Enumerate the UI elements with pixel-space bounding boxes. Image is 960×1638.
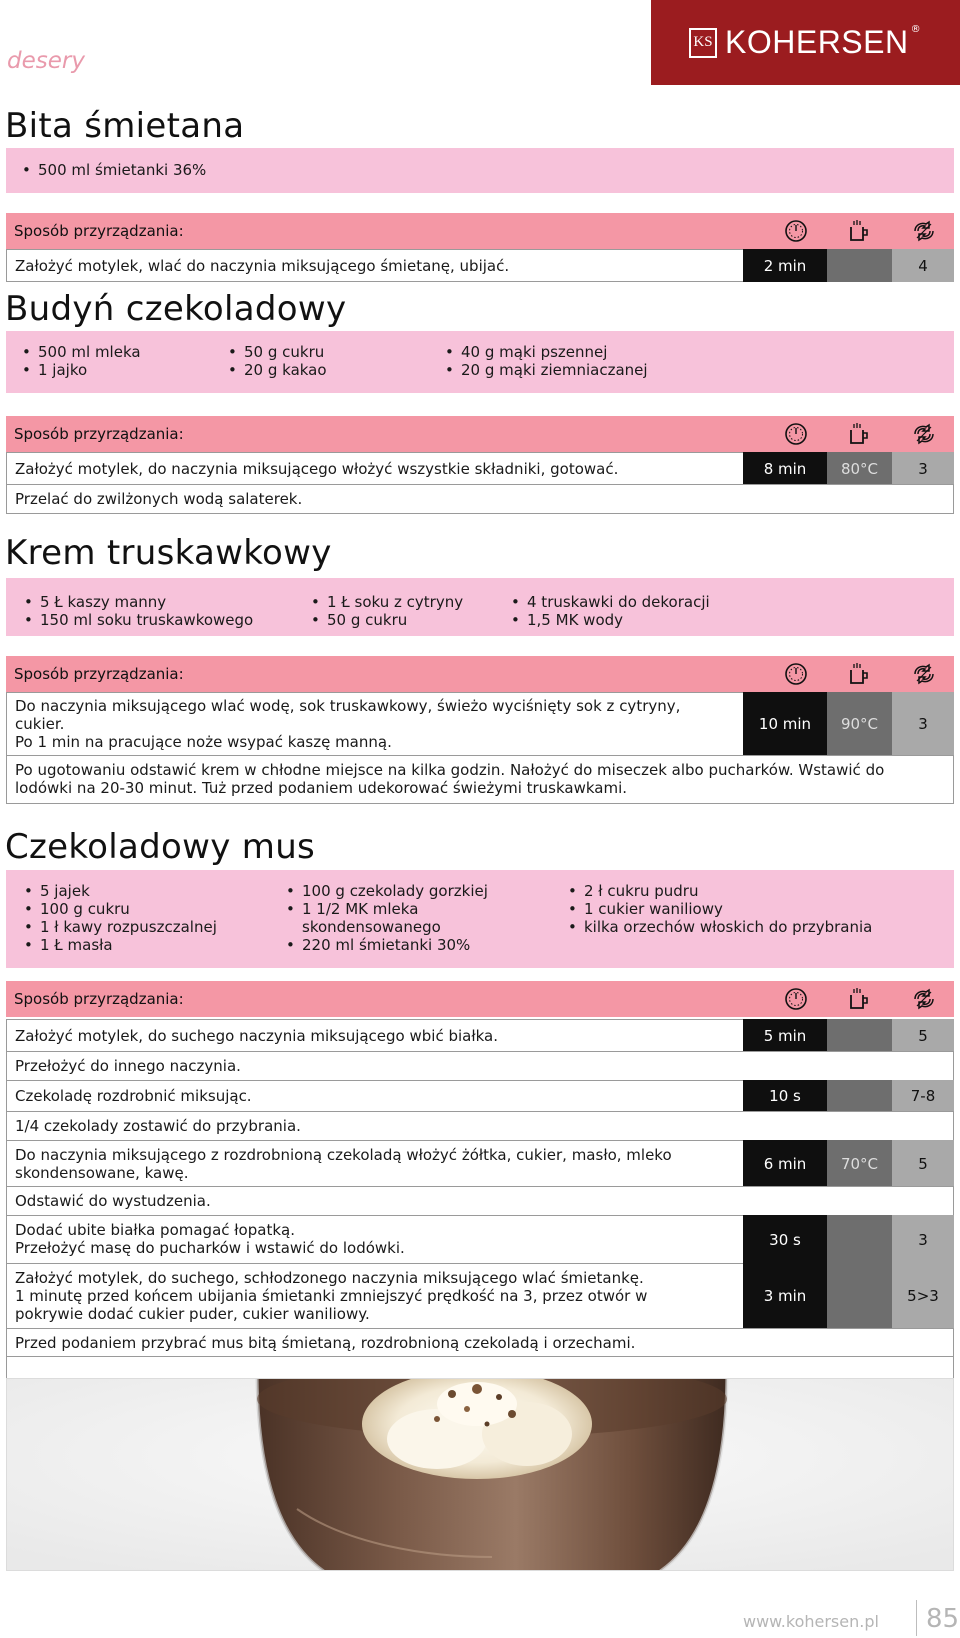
ingredient-item: • 150 ml soku truskawkowego — [24, 611, 311, 629]
temperature-cell — [827, 1263, 892, 1329]
brand-mark: KS — [689, 28, 717, 58]
ingredients-column — [24, 882, 286, 968]
step-text: Przełożyć do innego naczynia. — [15, 1057, 241, 1075]
step-text: Przelać do zwilżonych wodą salaterek. — [15, 490, 303, 508]
step-row — [6, 1080, 954, 1112]
recipe-krem-truskawkowy — [0, 531, 960, 636]
speed-cell: 3 — [892, 1215, 954, 1264]
ingredients-column — [568, 882, 872, 968]
rotation-speed-icon — [911, 218, 937, 244]
temperature-cell: 80°C — [827, 452, 892, 485]
ingredient-item: • 5 Ł kaszy manny — [24, 593, 311, 611]
temperature-cell — [827, 1080, 892, 1112]
ingredient-item: • 50 g cukru — [311, 611, 511, 629]
step-row — [6, 452, 954, 485]
ingredients-box — [6, 578, 954, 636]
brand-name: KOHERSEN — [725, 24, 909, 60]
page-number: 85 — [926, 1604, 960, 1634]
chocolate-mousse-image — [7, 1379, 954, 1571]
ingredient-item: • 1 jajko — [22, 361, 228, 379]
ingredient-item: • 2 ł cukru pudru — [568, 882, 872, 900]
time-cell: 10 min — [743, 692, 827, 756]
ingredient-item: • kilka orzechów włoskich do przybrania — [568, 918, 872, 936]
speed-cell: 5>3 — [892, 1263, 954, 1329]
speed-cell: 3 — [892, 452, 954, 485]
step-row — [6, 1263, 954, 1329]
step-text: Dodać ubite białka pomagać łopatką. Przełożyć masę do pucharków i wstawić do lodówki. — [15, 1221, 405, 1257]
ingredient-item: • 20 g mąki ziemniaczanej — [445, 361, 648, 379]
ingredient-item: • 1 Ł masła — [24, 936, 286, 954]
method-label: Sposób przyrządzania: — [14, 222, 184, 240]
category-label: desery — [7, 48, 85, 74]
ingredients-column — [22, 343, 228, 393]
step-text: Założyć motylek, wlać do naczynia miksującego śmietanę, ubijać. — [15, 256, 510, 275]
method-label: Sposób przyrządzania: — [14, 425, 184, 443]
rotation-speed-icon — [911, 661, 937, 687]
step-row — [6, 1140, 954, 1187]
temperature-cell — [827, 1215, 892, 1264]
thermometer-pot-icon — [846, 421, 872, 447]
ingredients-box — [6, 331, 954, 393]
clock-icon — [783, 986, 809, 1012]
ingredient-item: • 100 g czekolady gorzkiej — [286, 882, 478, 900]
ingredient-item: • 50 g cukru — [228, 343, 445, 361]
step-text: Odstawić do wystudzenia. — [15, 1192, 211, 1210]
method-label: Sposób przyrządzania: — [14, 990, 184, 1008]
step-text: Czekoladę rozdrobnić miksując. — [15, 1087, 252, 1105]
clock-icon — [783, 661, 809, 687]
method-label: Sposób przyrządzania: — [14, 665, 184, 683]
ingredients-column — [311, 593, 511, 636]
footer-divider — [916, 1600, 917, 1636]
rotation-speed-icon — [911, 986, 937, 1012]
step-row — [6, 1111, 954, 1141]
ingredients-column — [22, 161, 206, 193]
ingredients-box — [6, 870, 954, 968]
step-row — [6, 1019, 954, 1052]
website-url: www.kohersen.pl — [743, 1612, 879, 1631]
brand-logo — [651, 0, 960, 85]
clock-icon — [783, 218, 809, 244]
step-row-empty — [6, 1356, 954, 1380]
method-bar — [6, 656, 954, 692]
step-text: Założyć motylek, do naczynia miksującego włożyć wszystkie składniki, gotować. — [15, 459, 619, 478]
step-row — [6, 692, 954, 756]
step-text: 1/4 czekolady zostawić do przybrania. — [15, 1117, 301, 1135]
ingredient-item: • 220 ml śmietanki 30% — [286, 936, 478, 954]
recipe-title: Bita śmietana — [5, 106, 245, 146]
step-text — [7, 1357, 953, 1379]
ingredient-item: • 1 ł kawy rozpuszczalnej — [24, 918, 286, 936]
speed-cell: 7-8 — [892, 1080, 954, 1112]
brand-registered-mark: ® — [910, 24, 921, 35]
thermometer-pot-icon — [846, 218, 872, 244]
thermometer-pot-icon — [846, 661, 872, 687]
ingredients-column — [445, 343, 648, 393]
time-cell: 2 min — [743, 249, 827, 282]
temperature-cell: 70°C — [827, 1140, 892, 1187]
ingredient-item: • 1 1/2 MK mleka skondensowanego — [286, 900, 478, 936]
step-row — [6, 1051, 954, 1081]
rotation-speed-icon — [911, 421, 937, 447]
recipe-czekoladowy-mus — [0, 825, 960, 968]
step-text: Założyć motylek, do suchego naczynia miksującego wbić białka. — [15, 1026, 498, 1045]
time-cell: 10 s — [743, 1080, 827, 1112]
recipe-budyn-czekoladowy — [0, 287, 960, 393]
step-text: Po ugotowaniu odstawić krem w chłodne miejsce na kilka godzin. Nałożyć do miseczek albo pucharków. Wstawić do lodówki na 20-30 minut. Tuż przed podaniem udekorować świeżymi truskawkami. — [15, 761, 885, 797]
ingredient-item: • 1 Ł soku z cytryny — [311, 593, 511, 611]
speed-cell: 3 — [892, 692, 954, 756]
method-bar — [6, 213, 954, 249]
recipe-title: Krem truskawkowy — [5, 533, 332, 573]
temperature-cell — [827, 1019, 892, 1052]
recipe-bita-smietana — [0, 104, 960, 193]
ingredient-item: • 20 g kakao — [228, 361, 445, 379]
clock-icon — [783, 421, 809, 447]
speed-cell: 5 — [892, 1140, 954, 1187]
speed-cell: 5 — [892, 1019, 954, 1052]
ingredients-column — [24, 593, 311, 636]
ingredients-column — [286, 882, 568, 968]
time-cell: 6 min — [743, 1140, 827, 1187]
ingredient-item: • 1 cukier waniliowy — [568, 900, 872, 918]
step-text: Do naczynia miksującego z rozdrobnioną czekoladą włożyć żółtka, cukier, masło, mleko skondensowane, kawę. — [15, 1146, 672, 1182]
dessert-photo — [6, 1378, 954, 1571]
time-cell: 8 min — [743, 452, 827, 485]
ingredient-item: • 100 g cukru — [24, 900, 286, 918]
ingredients-column — [511, 593, 710, 636]
step-row — [6, 249, 954, 282]
recipe-title: Budyń czekoladowy — [5, 289, 347, 329]
step-row — [6, 1215, 954, 1264]
ingredient-item: • 40 g mąki pszennej — [445, 343, 648, 361]
ingredient-item: • 500 ml śmietanki 36% — [22, 161, 206, 179]
recipe-title: Czekoladowy mus — [5, 827, 316, 867]
step-text: Do naczynia miksującego wlać wodę, sok truskawkowy, świeżo wyciśnięty sok z cytryny, cukier. Po 1 min na pracujące noże wsypać kaszę manną. — [15, 697, 681, 751]
step-row — [6, 1186, 954, 1216]
method-bar — [6, 416, 954, 452]
time-cell: 30 s — [743, 1215, 827, 1264]
ingredients-box — [6, 148, 954, 193]
ingredient-item: • 5 jajek — [24, 882, 286, 900]
method-bar — [6, 981, 954, 1017]
step-row — [6, 755, 954, 804]
time-cell: 5 min — [743, 1019, 827, 1052]
speed-cell: 4 — [892, 249, 954, 282]
ingredient-item: • 1,5 MK wody — [511, 611, 710, 629]
ingredients-column — [228, 343, 445, 393]
step-row — [6, 1328, 954, 1357]
temperature-cell — [827, 249, 892, 282]
temperature-cell: 90°C — [827, 692, 892, 756]
step-row — [6, 484, 954, 514]
ingredient-item: • 4 truskawki do dekoracji — [511, 593, 710, 611]
step-text: Przed podaniem przybrać mus bitą śmietaną, rozdrobnioną czekoladą i orzechami. — [15, 1333, 636, 1352]
thermometer-pot-icon — [846, 986, 872, 1012]
ingredient-item: • 500 ml mleka — [22, 343, 228, 361]
step-text: Założyć motylek, do suchego, schłodzonego naczynia miksującego wlać śmietankę. 1 minutę przed końcem ubijania śmietanki zmniejszyć prędkość na 3, przez otwór w pokrywie dodać cukier puder, cukier waniliowy. — [15, 1269, 648, 1323]
time-cell: 3 min — [743, 1263, 827, 1329]
